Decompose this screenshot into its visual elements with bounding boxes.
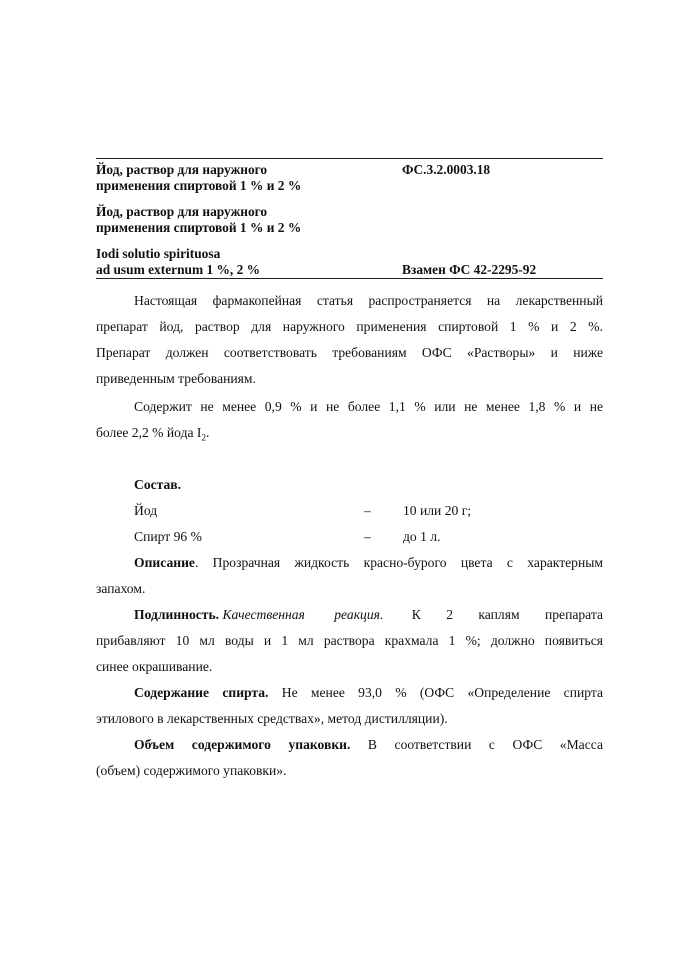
title-russian-1: Йод, раствор для наружного применения спиртовой 1 % и 2 % [96, 162, 302, 193]
replaces-note: Взамен ФС 42-2295-92 [402, 262, 537, 277]
iodine-subscript: 2 [201, 432, 206, 443]
text-line [96, 602, 603, 628]
text-line: Объем содержимого упаковки. В соответствии с ОФС «Масса [134, 737, 603, 752]
text-line: Препарат должен соответствовать требованиям ОФС «Растворы» и ниже [96, 345, 603, 360]
identity-method: Качественная реакция. [222, 607, 384, 622]
header-bottom-rule [96, 278, 603, 279]
volume-section [96, 732, 603, 784]
text-line: запахом. [96, 581, 146, 596]
text-line: Описание. Прозрачная жидкость красно-бурого цвета с характерным [134, 555, 603, 570]
composition-dash: – [364, 529, 371, 544]
composition-item-iodine-name: Йод [134, 503, 158, 518]
composition-item-spirit-name: Спирт 96 % [134, 529, 202, 544]
description-label: Описание [134, 555, 195, 570]
header-top-rule [96, 158, 603, 159]
alcohol-section [96, 680, 603, 732]
alcohol-label: Содержание спирта. [134, 685, 269, 700]
text-line: этилового в лекарственных средствах», метод дистилляции). [96, 711, 448, 726]
title-russian-2: Йод, раствор для наружного применения спиртовой 1 % и 2 % [96, 204, 302, 235]
description-section [96, 550, 603, 602]
identity-label: Подлинность. [134, 607, 220, 622]
composition-item-iodine-amount: 10 или 20 г; [403, 503, 472, 518]
text-line: Содержание спирта. Не менее 93,0 % (ОФС «Определение спирта [134, 685, 604, 700]
monograph-code: ФС.3.2.0003.18 [402, 162, 491, 177]
title-latin: Iodi solutio spirituosa ad usum externum 1 %, 2 % [96, 246, 261, 277]
composition-item-spirit-amount: до 1 л. [403, 529, 441, 544]
composition-heading: Состав. [134, 477, 182, 492]
text-line: препарат йод, раствор для наружного применения спиртовой 1 % и 2 %. [96, 319, 603, 334]
text-line: приведенным требованиям. [96, 371, 256, 386]
text-line: прибавляют 10 мл воды и 1 мл раствора крахмала 1 %; должно появиться [96, 633, 603, 648]
text-line: более 2,2 % йода $I_2$. [96, 425, 210, 443]
text-line: Настоящая фармакопейная статья распространяется на лекарственный [134, 293, 603, 308]
volume-label: Объем содержимого упаковки. [134, 737, 351, 752]
intro-paragraph [96, 288, 603, 392]
identity-section [96, 602, 603, 680]
composition-dash: – [364, 503, 371, 518]
content-paragraph [96, 394, 603, 446]
text-line: Содержит не менее 0,9 % и не более 1,1 % или не менее 1,8 % и не [134, 399, 603, 414]
text-line: синее окрашивание. [96, 659, 213, 674]
text-line: (объем) содержимого упаковки». [96, 763, 287, 778]
identity-line1-rest: К 2 каплям препарата [411, 607, 603, 622]
